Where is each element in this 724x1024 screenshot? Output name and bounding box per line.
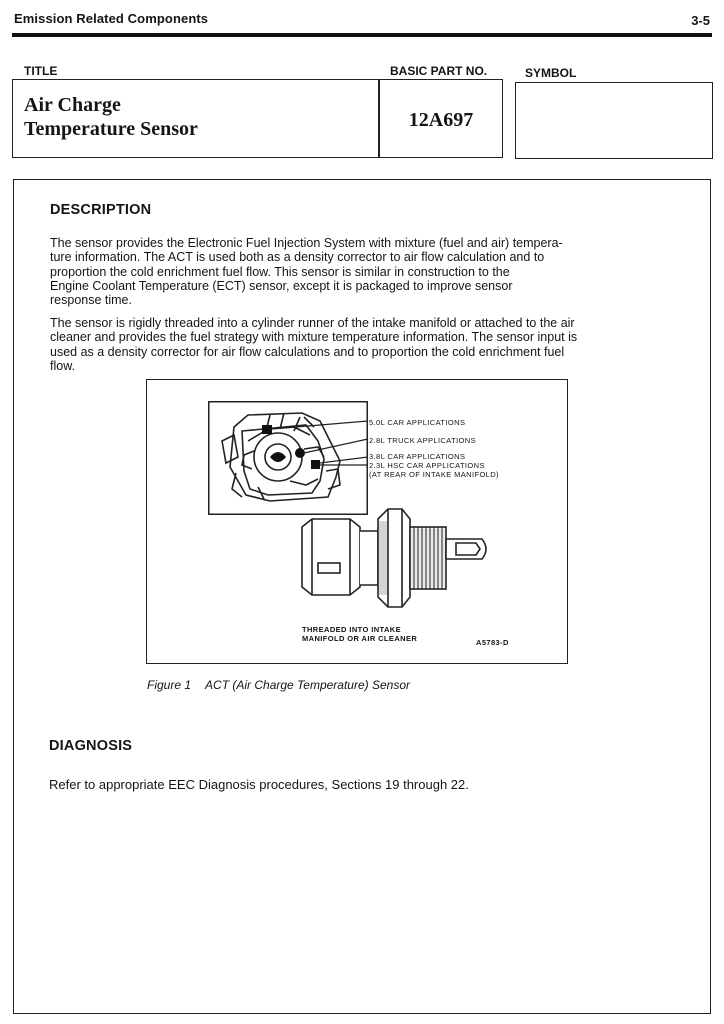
callout-2-8l-truck: 2.8L TRUCK APPLICATIONS [369, 436, 477, 445]
symbol-label: SYMBOL [525, 66, 577, 80]
text-line: used as a density corrector for air flow calculations and to proportion the cold enrichment fuel [50, 344, 565, 359]
text-line: The sensor is rigidly threaded into a cylinder runner of the intake manifold or attached to the air [50, 316, 575, 330]
title-label: TITLE [24, 64, 58, 78]
header-rule [12, 33, 712, 37]
callout-5-0l-car: 5.0L CAR APPLICATIONS [369, 418, 466, 427]
sensor-note-line-1: THREADED INTO INTAKE [302, 625, 401, 634]
symbol-box [515, 82, 713, 159]
part-number: 12A697 [408, 109, 474, 131]
description-paragraph-2 [50, 316, 676, 373]
text-line: cleaner and provides the fuel strategy with mixture temperature information. The sensor input is [50, 330, 578, 345]
page-number: 3-5 [691, 13, 710, 28]
figure-code: A5783-D [476, 638, 509, 647]
text-line: response time. [50, 293, 132, 308]
callout-2-3l-hsc-car: 2.3L HSC CAR APPLICATIONS [369, 461, 485, 470]
document-title [24, 93, 198, 141]
text-line: The sensor provides the Electronic Fuel Injection System with mixture (fuel and air) tempera- [50, 236, 563, 250]
engine-illustration [208, 401, 368, 515]
act-sensor-illustration [296, 505, 496, 613]
description-heading: DESCRIPTION [50, 202, 152, 218]
sensor-note-line-2: MANIFOLD OR AIR CLEANER [302, 634, 418, 643]
diagnosis-text: Refer to appropriate EEC Diagnosis procedures, Sections 19 through 22. [49, 777, 469, 792]
text-line: flow. [50, 358, 76, 373]
description-paragraph-1 [50, 236, 676, 307]
sensor-note [302, 625, 417, 643]
figure-caption [147, 678, 424, 692]
figure-number: Figure 1 [147, 678, 192, 692]
text-line: proportion the cold enrichment fuel flow. This sensor is similar in construction to the [50, 264, 510, 279]
part-label: BASIC PART NO. [390, 64, 488, 78]
title-line-1: Air Charge [24, 94, 121, 116]
text-line: Engine Coolant Temperature (ECT) sensor, except it is packaged to improve sensor [50, 278, 513, 293]
diagnosis-heading: DIAGNOSIS [49, 738, 133, 754]
callout-3-8l-car: 3.8L CAR APPLICATIONS [369, 452, 466, 461]
title-line-2: Temperature Sensor [24, 118, 198, 140]
figure-caption-text: ACT (Air Charge Temperature) Sensor [205, 678, 410, 692]
text-line: ture information. The ACT is used both as a density corrector to air flow calculation and to [50, 250, 545, 265]
section-title: Emission Related Components [14, 11, 209, 26]
callout-rear-intake: (AT REAR OF INTAKE MANIFOLD) [369, 470, 499, 479]
